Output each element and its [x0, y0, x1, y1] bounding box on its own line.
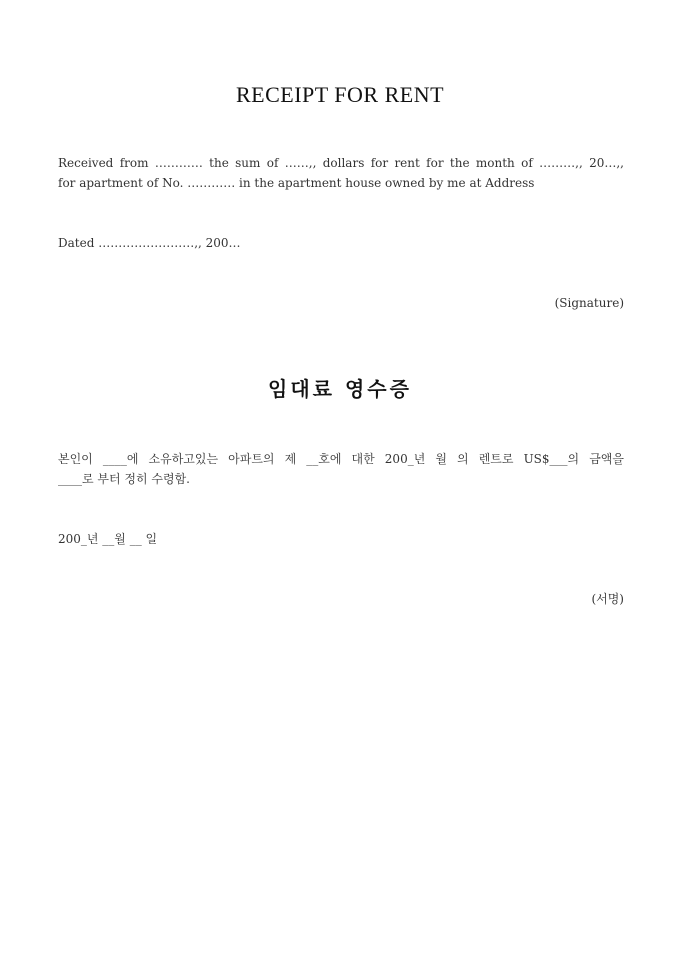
korean-date-line: 200_년 __월 __ 일 — [58, 532, 158, 546]
english-title: RECEIPT FOR RENT — [235, 82, 445, 107]
korean-receipt-line-1: 본인이 ____에 소유하고있는 아파트의 제 __호에 대한 200_년 월 의 렌트로 US$___의 금액을 — [58, 452, 624, 466]
english-dated-line: Dated ……………………,, 200… — [58, 236, 241, 250]
english-receipt-line-1: Received from ………… the sum of ……,, dollars for rent for the month of ………,, 20…,, — [58, 156, 624, 170]
english-receipt-line-2: for apartment of No. ………… in the apartment house owned by me at Address — [58, 176, 535, 190]
korean-receipt-line-2: ____로 부터 정히 수령함. — [58, 472, 190, 486]
english-signature-label: (Signature) — [554, 296, 624, 310]
korean-signature-label: (서명) — [591, 592, 624, 606]
korean-title: 임대료 영수증 — [268, 377, 412, 401]
